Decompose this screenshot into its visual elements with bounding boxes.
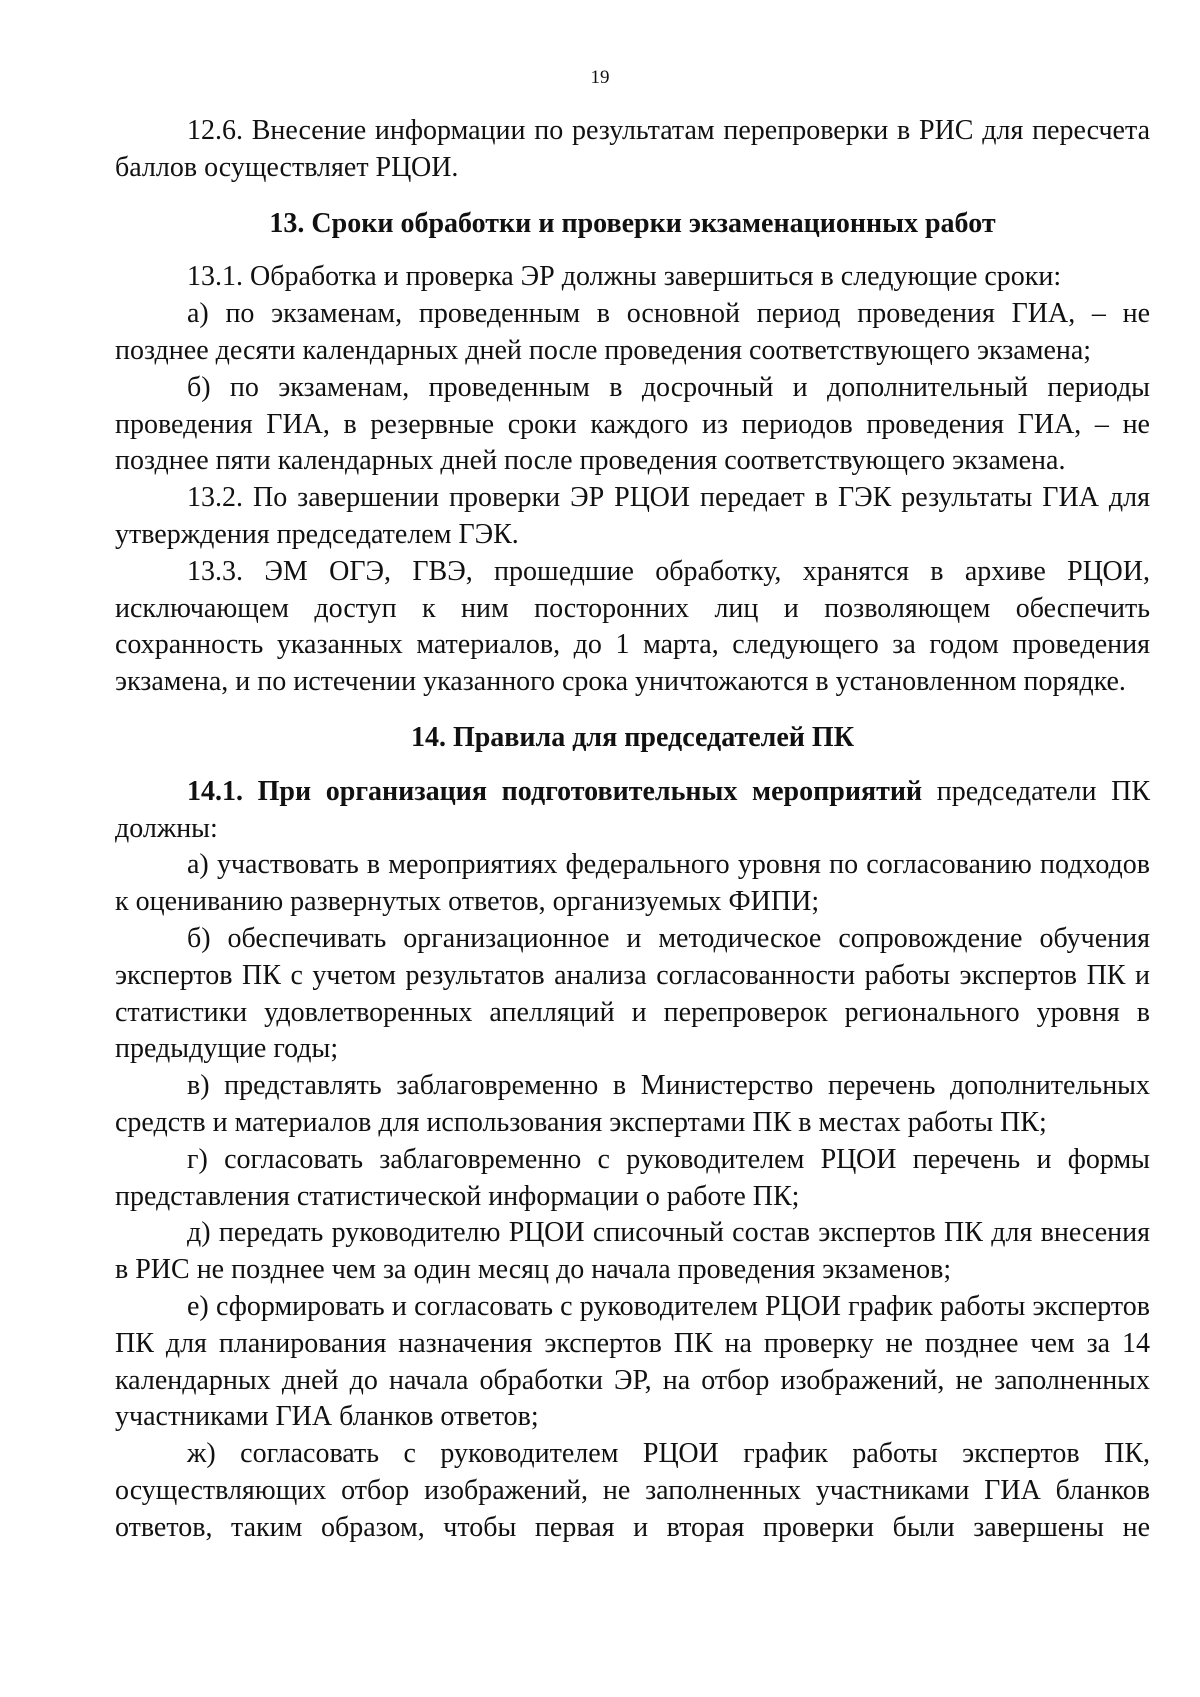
paragraph-14-1-v: в) представлять заблаговременно в Министерство перечень дополнительных средств и материалов для использования экспертами ПК в местах работы ПК; <box>115 1070 1150 1138</box>
spacer <box>115 242 1150 259</box>
paragraph-13-1-b: б) по экзаменам, проведенным в досрочный и дополнительный периоды проведения ГИА, в резервные сроки каждого из периодов проведения ГИА, – не позднее пяти календарных дней после проведения соответствующего экзамена. <box>115 371 1150 477</box>
paragraph-14-1-g: г) согласовать заблаговременно с руководителем РЦОИ перечень и формы представления статистической информации о работе ПК; <box>115 1143 1150 1212</box>
paragraph-14-1-d: д) передать руководителю РЦОИ списочный состав экспертов ПК для внесения в РИС не позднее чем за один месяц до начала проведения экзаменов; <box>115 1217 1150 1286</box>
paragraph-14-1-lead: 14.1. При организация подготовительных мероприятий <box>187 775 923 807</box>
paragraph-14-1-a: а) участвовать в мероприятиях федерального уровня по согласованию подходов к оцениванию развернутых ответов, организуемых ФИПИ; <box>115 849 1150 918</box>
paragraph-14-1-rest: председатели ПК должны: <box>115 775 1150 844</box>
paragraph-14-1-e: е) сформировать и согласовать с руководителем РЦОИ график работы экспертов ПК для планирования назначения экспертов ПК на проверку не позднее чем за 14 календарных дней до начала обработки ЭР, на отбор изображений, не заполненных участниками ГИА бланков ответов; <box>115 1290 1150 1433</box>
paragraph-13-3: 13.3. ЭМ ОГЭ, ГВЭ, прошедшие обработку, хранятся в архиве РЦОИ, исключающем доступ к ним посторонних лиц и позволяющем обеспечить сохранность указанных материалов, до 1 марта, следующего за годом проведения экзамена, и по истечении указанного срока уничтожаются в установленном порядке. <box>115 555 1150 698</box>
page-number: 19 <box>590 67 610 88</box>
paragraph-14-1-b: б) обеспечивать организационное и методическое сопровождение обучения экспертов ПК с учетом результатов анализа согласованности работы экспертов ПК и статистики удовлетворенных апелляций и перепроверок регионального уровня в предыдущие годы; <box>115 922 1150 1065</box>
paragraph-14-1-zh: ж) согласовать с руководителем РЦОИ график работы экспертов ПК, осуществляющих отбор изображений, не заполненных участниками ГИА бланков ответов, таким образом, чтобы первая и вторая проверки были завершены не <box>115 1438 1150 1543</box>
document-body <box>115 113 1150 1546</box>
paragraph-13-1-a: а) по экзаменам, проведенным в основной период проведения ГИА, – не позднее десяти календарных дней после проведения соответствующего экзамена; <box>115 298 1150 366</box>
paragraph-13-1: 13.1. Обработка и проверка ЭР должны завершиться в следующие сроки: <box>187 261 1062 293</box>
spacer <box>115 701 1150 720</box>
spacer <box>115 187 1150 206</box>
section-heading-14: 14. Правила для председателей ПК <box>410 721 855 753</box>
spacer <box>115 757 1150 774</box>
paragraph-14-1 <box>115 774 1150 848</box>
section-heading-13: 13. Сроки обработки и проверки экзаменационных работ <box>269 207 996 239</box>
paragraph-13-2: 13.2. По завершении проверки ЭР РЦОИ передает в ГЭК результаты ГИА для утверждения председателем ГЭК. <box>115 482 1150 550</box>
paragraph-12-6: 12.6. Внесение информации по результатам перепроверки в РИС для пересчета баллов осуществляет РЦОИ. <box>115 115 1150 183</box>
